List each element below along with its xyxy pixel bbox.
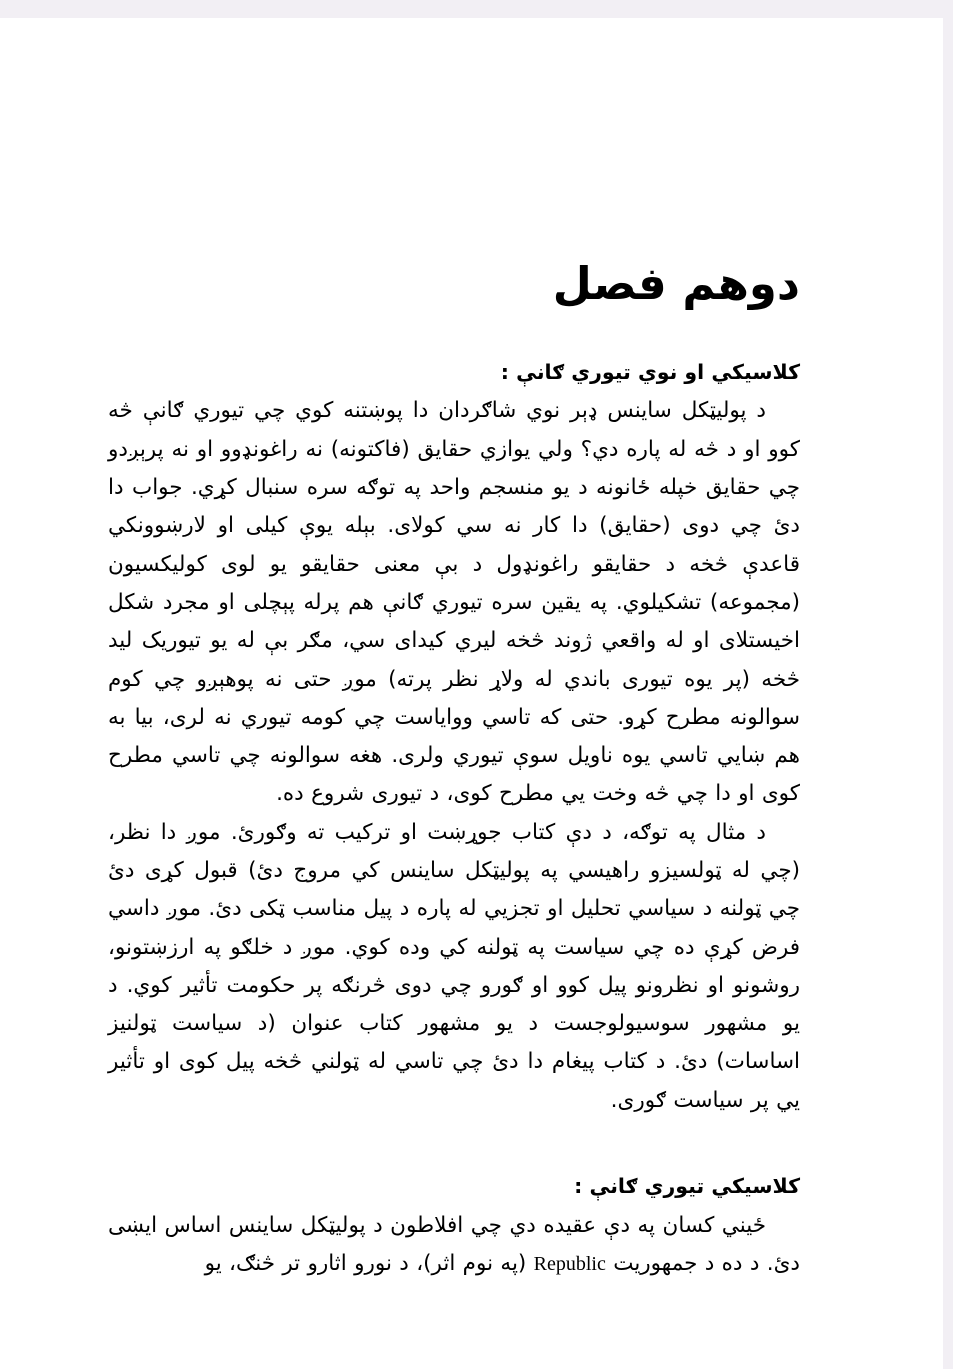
- section-heading-classical-and-new-theories: کلاسیکي او نوي تیوري ګانې :: [500, 359, 800, 384]
- paragraph-plato-text-after: (په نوم اثر)، د نورو اثارو تر څنګ، یو: [204, 1251, 534, 1277]
- paragraph-theories-purpose: د پولیټکل ساینس ډېر نوي شاګردان دا پوښتنه کوي چي تیوري ګانې څه کوو او د څه له پاره دي؟ ولي یوازي حقایق (فاکتونه) نه راغونډوو او نه پرېږدو چي حقایق خپله ځانونه د یو منسجم واحد په توګه سره سنبال کړي. جواب دا دئ چي دوی (حقایق) دا کار نه سي کولای. بېله یوې کیلی او لارښوونکي قاعدې څخه د حقایقو راغونډول د بې معنی حقایقو یو لوی کولیکسیون (مجموعه) تشکیلوي. په یقین سره تیوري ګانې هم پرله پېچلی او مجرد شکل اخیستلای او له واقعي ژوند څخه لیري کیدای سي، مګر بې له یو تیوریک لید څخه (پر یوه تیوری باندي له ولاړ نظر پرته) موږ حتی نه پوهېږو چي کوم سوالونه مطرح کړو. حتی که تاسي ووایاست چي کومه تیوري نه لری، بیا به هم ښایي تاسي یوه ناویل سوې تیوري ولری. هغه سوالونه چي تاسي مطرح کوی او دا چي څه وخت یي مطرح کوی، د تیوری شروع ده.: [108, 398, 800, 807]
- paragraph-plato-text-before: ځیني کسان په دې عقیده دي چي افلاطون د پولیټکل ساینس اساس ایښی دئ. د ده د جمهوریت: [108, 1212, 800, 1277]
- paragraph-plato-republic: [108, 1207, 800, 1284]
- chapter-title: دوهم فصل: [552, 257, 800, 310]
- section-heading-classical-theories: کلاسیکي تیوري ګانې :: [574, 1174, 800, 1199]
- page-content: [108, 18, 800, 1369]
- latin-term-republic: Republic: [533, 1253, 606, 1276]
- paragraph-book-structure-example: د مثال په توګه، د دې کتاب جوړښت او ترکیب ته وګورئ. موږ دا نظر، (چي له ټولسیزو راهیسي په پولیټکل ساینس کي مروج دئ) قبول کړی دئ چي ټولنه د سیاسي تحلیل او تجزیي له پاره د پیل مناسب ټکی دئ. موږ داسي فرض کړې ده چي سیاست په ټولنه کي وده کوي. موږ د خلګو په ارزښتونو، روشونو او نظرونو پیل کوو او ګورو چي دوی څرنګه پر حکومت تأثیر کوي. د یو مشهور سوسیولوجست د یو مشهور کتاب عنوان (د سیاست ټولنیز اساسات) دئ. د کتاب پیغام دا دئ چي تاسي له ټولني څخه پیل کوی او تأثیر یي پر سیاست ګوری.: [108, 819, 800, 1113]
